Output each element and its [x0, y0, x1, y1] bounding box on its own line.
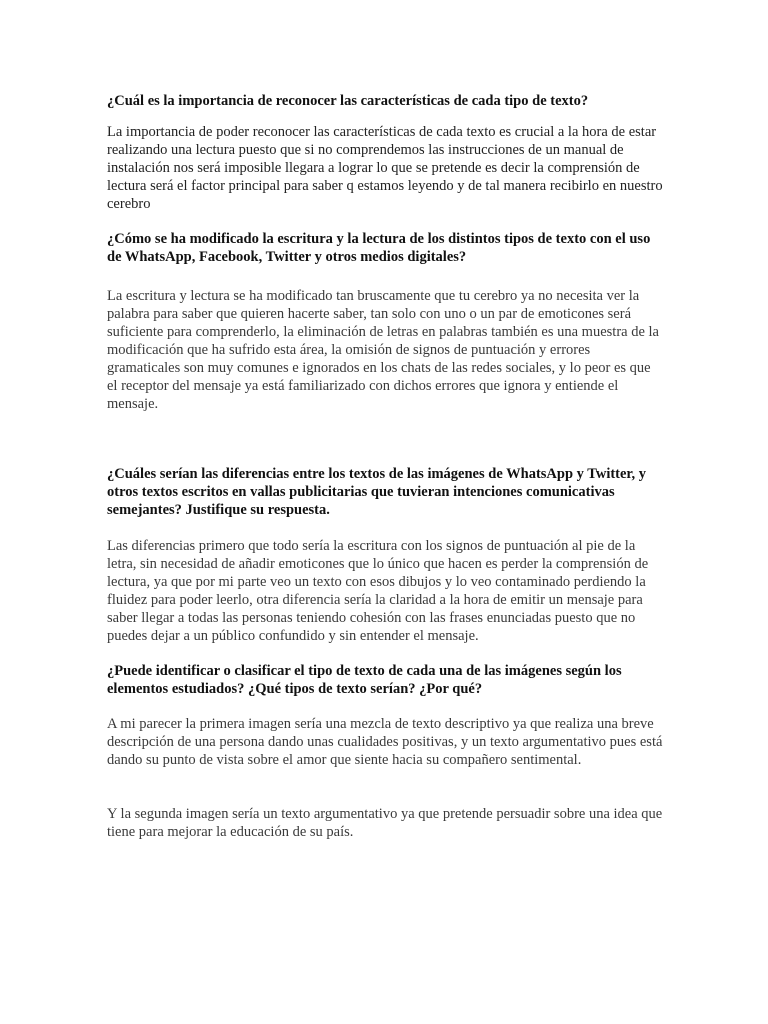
- question-4: ¿Puede identificar o clasificar el tipo de texto de cada una de las imágenes según los elementos estudiados? ¿Qué tipos de texto serían? ¿Por qué?: [107, 663, 622, 697]
- answer-3: Las diferencias primero que todo sería la escritura con los signos de puntuación al pie de la letra, sin necesidad de añadir emoticones que lo único que hacen es perder la comprensión de lectura, ya que por mi parte veo un texto con esos dibujos y lo veo contaminado perdiendo la fluidez para poder leerlo, otra diferencia sería la claridad a la hora de emitir un mensaje para saber llegar a todas las personas teniendo cohesión con las frases enunciadas puesto que no puedes dejar a un público confundido y sin entender el mensaje.: [107, 538, 649, 644]
- question-3: ¿Cuáles serían las diferencias entre los textos de las imágenes de WhatsApp y Twitter, y otros textos escritos en vallas publicitarias que tuvieran intenciones comunicativas semejantes? Justifique su respuesta.: [107, 466, 647, 518]
- question-1: ¿Cuál es la importancia de reconocer las características de cada tipo de texto?: [107, 93, 589, 109]
- answer-4a: A mi parecer la primera imagen sería una mezcla de texto descriptivo ya que realiza una breve descripción de una persona dando unas cualidades positivas, y un texto argumentativo pues está dando su punto de vista sobre el amor que siente hacia su compañero sentimental.: [107, 716, 663, 768]
- question-2: ¿Cómo se ha modificado la escritura y la lectura de los distintos tipos de texto con el uso de WhatsApp, Facebook, Twitter y otros medios digitales?: [107, 231, 651, 265]
- answer-4b: Y la segunda imagen sería un texto argumentativo ya que pretende persuadir sobre una idea que tiene para mejorar la educación de su país.: [107, 806, 663, 840]
- answer-2: La escritura y lectura se ha modificado tan bruscamente que tu cerebro ya no necesita ver la palabra para saber que quieren hacerte saber, tan solo con uno o un par de emoticones será suficiente para comprenderlo, la eliminación de letras en palabras también es una muestra de la modificación que ha sufrido esta área, la omisión de signos de puntuación y errores gramaticales son muy comunes e ignorados en los chats de las redes sociales, y lo peor es que el receptor del mensaje ya está familiarizado con dichos errores que ignora y entiende el mensaje.: [107, 288, 659, 412]
- answer-1: La importancia de poder reconocer las características de cada texto es crucial a la hora de estar realizando una lectura puesto que si no comprendemos las instrucciones de un manual de instalación nos será imposible llegara a lograr lo que se pretende es decir la comprensión de lectura será el factor principal para saber q estamos leyendo y de tal manera recibirlo en nuestro cerebro: [107, 124, 663, 212]
